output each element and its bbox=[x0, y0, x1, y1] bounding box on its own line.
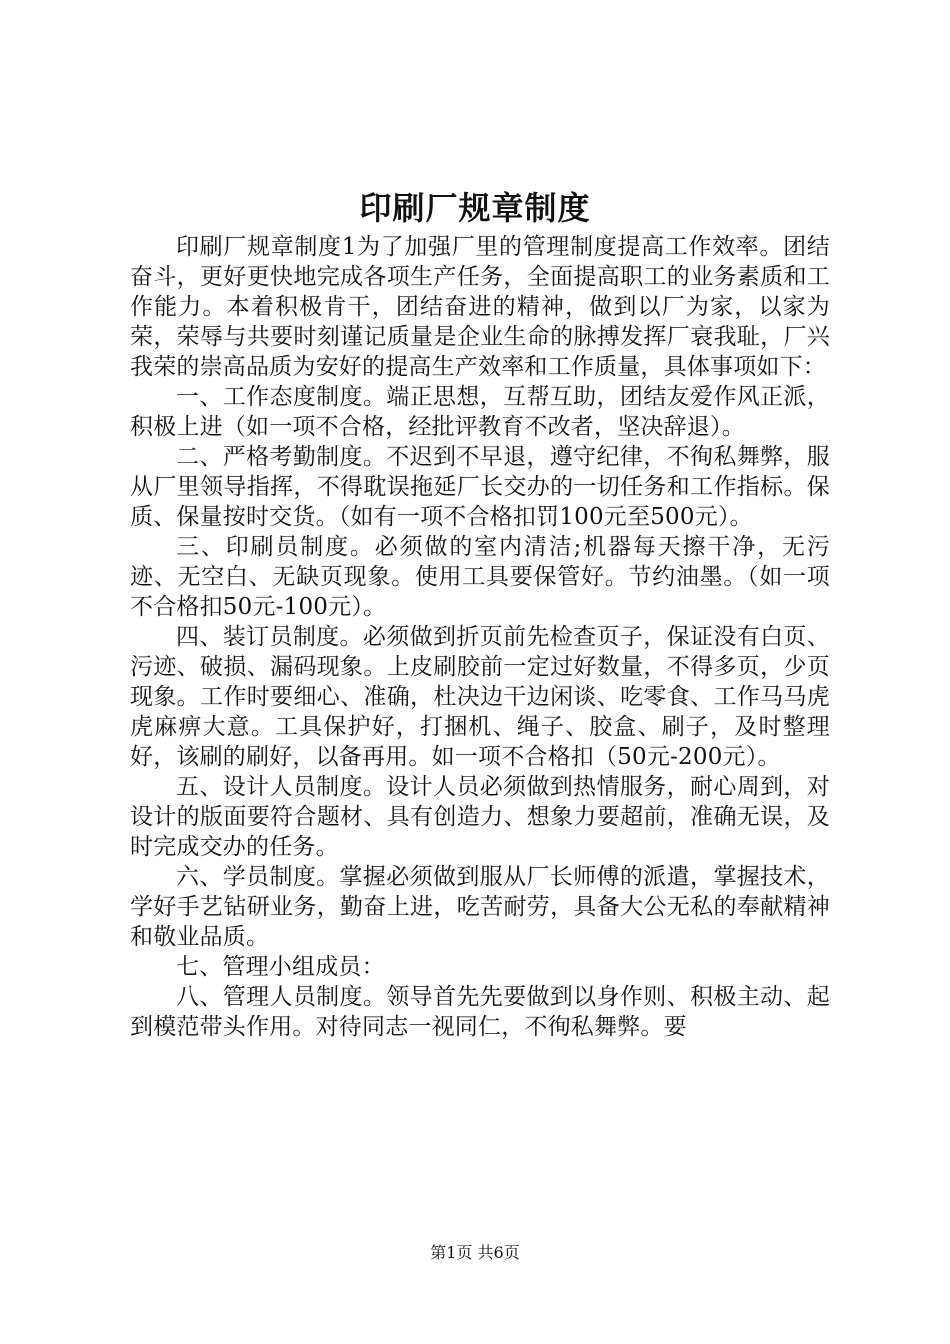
page-number-footer: 第1页 共6页 bbox=[430, 1243, 520, 1262]
paragraph-manager-rules: 八、管理人员制度。领导首先先要做到以身作则、积极主动、起到模范带头作用。对待同志一视同仁，不徇私舞弊。要 bbox=[130, 984, 830, 1040]
paragraph-work-attitude: 一、工作态度制度。端正思想，互帮互助，团结友爱作风正派，积极上进（如一项不合格，经批评教育不改者，坚决辞退）。 bbox=[130, 384, 830, 440]
paragraph-designer-rules: 五、设计人员制度。设计人员必须做到热情服务，耐心周到，对设计的版面要符合题材、具有创造力、想象力要超前，准确无误，及时完成交办的任务。 bbox=[130, 774, 830, 860]
paragraph-attendance: 二、严格考勤制度。不迟到不早退，遵守纪律，不徇私舞弊，服从厂里领导指挥，不得耽误拖延厂长交办的一切任务和工作指标。保质、保量按时交货。（如有一项不合格扣罚100元至500元）。 bbox=[130, 444, 830, 530]
document-title: 印刷厂规章制度 bbox=[359, 189, 591, 227]
paragraph-printer-rules: 三、印刷员制度。必须做的室内清洁;机器每天擦干净，无污迹、无空白、无缺页现象。使用工具要保管好。节约油墨。（如一项不合格扣50元-100元）。 bbox=[130, 534, 830, 620]
paragraph-intro: 印刷厂规章制度1为了加强厂里的管理制度提高工作效率。团结奋斗，更好更快地完成各项生产任务，全面提高职工的业务素质和工作能力。本着积极肯干，团结奋进的精神，做到以厂为家，以家为荣，荣辱与共要时刻谨记质量是企业生命的脉搏发挥厂衰我耻，厂兴我荣的崇高品质为安好的提高生产效率和工作质量，具体事项如下： bbox=[130, 234, 830, 380]
paragraph-management-group: 七、管理小组成员： bbox=[176, 954, 385, 980]
paragraph-apprentice-rules: 六、学员制度。掌握必须做到服从厂长师傅的派遣，掌握技术，学好手艺钻研业务，勤奋上进，吃苦耐劳，具备大公无私的奉献精神和敬业品质。 bbox=[130, 864, 830, 950]
document-body bbox=[130, 232, 830, 1042]
paragraph-binder-rules: 四、装订员制度。必须做到折页前先检查页子，保证没有白页、污迹、破损、漏码现象。上皮刷胶前一定过好数量，不得多页，少页现象。工作时要细心、准确，杜决边干边闲谈、吃零食、工作马马虎虎麻痹大意。工具保护好，打捆机、绳子、胶盒、刷子，及时整理好，该刷的刷好，以备再用。如一项不合格扣（50元-200元）。 bbox=[130, 624, 830, 770]
